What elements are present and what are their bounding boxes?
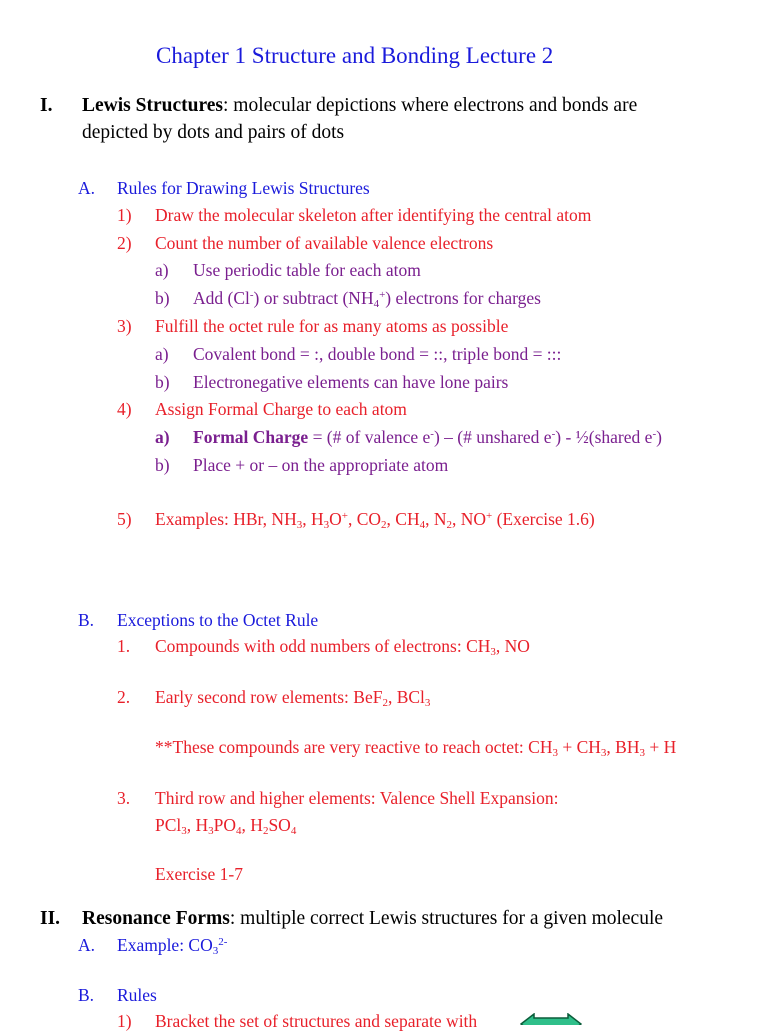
rule-4a-letter: a)	[155, 427, 170, 447]
section-2-a-letter: A.	[78, 935, 96, 955]
exception-3-text: Third row and higher elements: Valence Shell Expansion:	[155, 788, 559, 808]
rule-3a-letter: a)	[155, 344, 169, 364]
rule-2-text: Count the number of available valence electrons	[155, 233, 494, 253]
section-2-numeral: II.	[40, 908, 61, 929]
section-1-definition-cont: depicted by dots and pairs of dots	[82, 122, 345, 143]
exception-3-number: 3.	[117, 788, 131, 808]
rule-2-number: 2)	[117, 233, 132, 253]
page-title: Chapter 1 Structure and Bonding Lecture 2	[156, 43, 554, 68]
subsection-b-letter: B.	[78, 610, 95, 630]
rule-3b-letter: b)	[155, 372, 170, 392]
section-2-heading: Resonance Forms: multiple correct Lewis structures for a given molecule	[82, 908, 664, 929]
section-2-a-text: Example: $CO_3^{2-}$	[117, 935, 228, 957]
rule-4-text: Assign Formal Charge to each atom	[155, 399, 407, 419]
exception-2-number: 2.	[117, 687, 131, 707]
exception-1-number: 1.	[117, 636, 131, 656]
reactivity-note: **These compounds are very reactive to reach octet: $CH_3 + CH_3$, $BH_3 + H$	[155, 737, 677, 759]
rule-5-number: 5)	[117, 509, 132, 529]
rule-3-text: Fulfill the octet rule for as many atoms as possible	[155, 316, 509, 336]
resonance-rule-1-text: Bracket the set of structures and separate with	[155, 1011, 478, 1031]
rule-3a-text: Covalent bond = :, double bond = ::, triple bond = :::	[193, 344, 562, 364]
section-2-b-letter: B.	[78, 985, 95, 1005]
rule-4-number: 4)	[117, 399, 132, 419]
resonance-rule-1-number: 1)	[117, 1011, 132, 1031]
rule-2b-text: Add (Cl-) or subtract $(NH_4^+)$ electrons for charges	[193, 288, 541, 310]
rule-4a-text: Formal Charge = (# of valence e-) – (# unshared e-) - ½(shared e-)	[193, 427, 662, 447]
double-headed-arrow-icon	[520, 1013, 582, 1025]
rule-3b-text: Electronegative elements can have lone pairs	[193, 372, 509, 392]
subsection-a-heading: Rules for Drawing Lewis Structures	[117, 178, 370, 198]
rule-2b-letter: b)	[155, 288, 170, 308]
exception-2-text: Early second row elements: BeF$_2$, BCl$_3$	[155, 687, 431, 709]
exception-1-text: Compounds with odd numbers of electrons: $CH_3$, NO	[155, 636, 530, 658]
rule-2a-letter: a)	[155, 260, 169, 280]
rule-4b-letter: b)	[155, 455, 170, 475]
exercise-reference: Exercise 1-7	[155, 864, 243, 884]
section-1-numeral: I.	[40, 95, 53, 116]
rule-1-text: Draw the molecular skeleton after identifying the central atom	[155, 205, 592, 225]
rule-3-number: 3)	[117, 316, 132, 336]
rule-2a-text: Use periodic table for each atom	[193, 260, 421, 280]
rule-5-text: Examples: HBr, $NH_3$, $H_3O^+$, $CO_2$, $CH_4$, $N_2$, NO+ (Exercise 1.6)	[155, 509, 595, 531]
exception-3-examples: PCl$_3$, $H_3PO_4$, $H_2SO_4$	[155, 815, 297, 837]
section-1-heading: Lewis Structures: molecular depictions where electrons and bonds are	[82, 95, 638, 116]
section-2-b-text: Rules	[117, 985, 157, 1005]
subsection-b-heading: Exceptions to the Octet Rule	[117, 610, 319, 630]
subsection-a-letter: A.	[78, 178, 96, 198]
rule-1-number: 1)	[117, 205, 132, 225]
rule-4b-text: Place + or – on the appropriate atom	[193, 455, 449, 475]
